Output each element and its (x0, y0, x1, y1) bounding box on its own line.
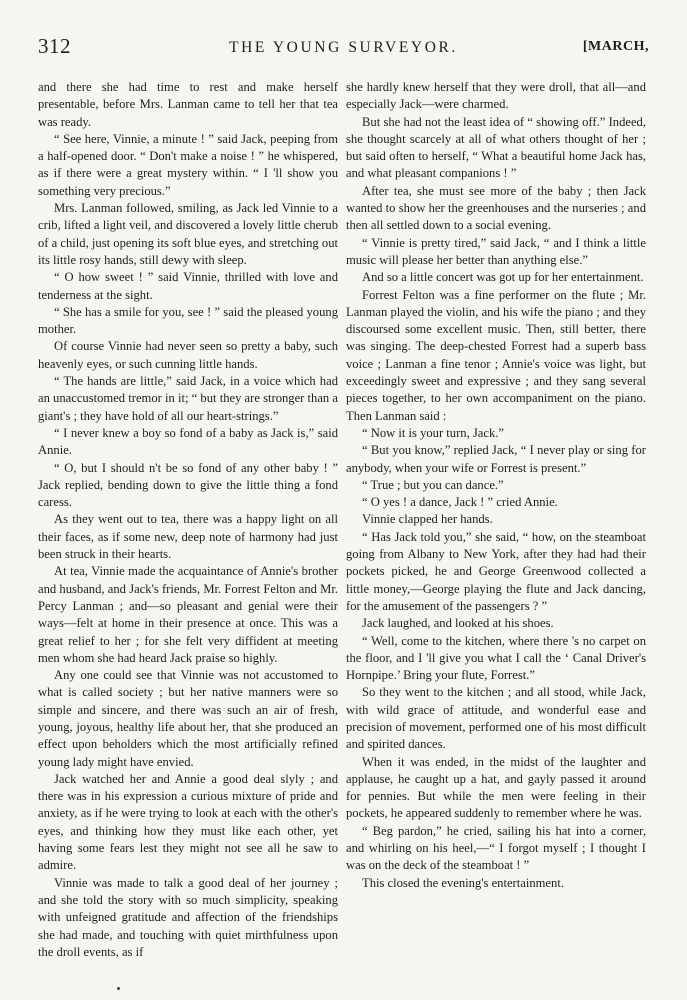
paragraph: “ Has Jack told you,” she said, “ how, on the steamboat going from Albany to New York, after they had had their pockets picked, he and George Greenwood collected a little money,—George playing the flute and Jack dancing, for the amusement of the passengers ? ” (346, 529, 646, 613)
paragraph: At tea, Vinnie made the acquaintance of Annie's brother and husband, and Jack's friends, Mr. Forrest Felton and Mr. Percy Lanman ; and—so pleasant and genial were their ways—felt at home in their presence at once. This was a great relief to her ; for she felt very diffident at meeting men whom she had heard Jack praise so highly. (38, 564, 338, 665)
paragraph: “ See here, Vinnie, a minute ! ” said Jack, peeping from a half-opened door. “ Don't make a noise ! ” he whispered, as if there were a great mystery within. “ I 'll show you something very precious.” (38, 131, 338, 198)
paragraph: Any one could see that Vinnie was not accustomed to what is called society ; but her native manners were so simple and sincere, and there was such an air of fresh, young, joyous, healthy life about her, that she produced an effect upon beholders which the most artificially refined young lady might have envied. (38, 668, 338, 769)
paragraph: “ True ; but you can dance.” (362, 477, 504, 492)
right-column (346, 79, 646, 892)
paragraph: “ Vinnie is pretty tired,” said Jack, “ and I think a little music will please her better than anything else.” (346, 235, 646, 267)
paragraph: Forrest Felton was a fine performer on the flute ; Mr. Lanman played the violin, and his wife the piano ; and they discoursed some excellent music. Then, still better, there was singing. The deep-chested Forrest had a superb bass voice ; Lanman a fine tenor ; Annie's voice was light, but exceedingly sweet and expressive ; and they sang several pieces together, to her own accompaniment on the piano. Then Lanman said : (346, 287, 646, 423)
issue-month: [MARCH, (582, 39, 649, 54)
paragraph: “ She has a smile for you, see ! ” said the pleased young mother. (38, 304, 338, 337)
page-number: 312 (38, 34, 71, 58)
paragraph: and there she had time to rest and make herself presentable, before Mrs. Lanman came to tell her that tea was ready. (38, 80, 338, 129)
paragraph: “ O, but I should n't be so fond of any other baby ! ” Jack replied, bending down to give the little thing a fond caress. (38, 460, 338, 510)
paragraph: Jack laughed, and looked at his shoes. (362, 616, 554, 631)
paragraph: After tea, she must see more of the baby ; then Jack wanted to show her the greenhouses and the nurseries ; and then all settled down to a social evening. (346, 183, 646, 233)
paragraph: Jack watched her and Annie a good deal slyly ; and there was in his expression a curious mixture of pride and anxiety, as if he were trying to look at each with the other's eyes, and thinking how they must like each other, yet having some fears lest they might not see all he saw to admire. (38, 771, 338, 873)
paragraph: Vinnie was made to talk a good deal of her journey ; and she told the story with so much simplicity, speaking with unfeigned gratitude and affection of the friendships she had made, and touching with quiet mirthfulness upon the droll events, as if (38, 875, 338, 959)
paragraph: “ But you know,” replied Jack, “ I never play or sing for anybody, when your wife or Forrest is present.” (346, 443, 646, 475)
paragraph: “ Beg pardon,” he cried, sailing his hat into a corner, and whirling on his heel,—“ I forgot myself ; I thought I was on the deck of the steamboat ! ” (346, 823, 646, 873)
left-column (38, 79, 338, 961)
paragraph: So they went to the kitchen ; and all stood, while Jack, with wild grace of attitude, and wonderful ease and precision of movement, performed one of his most difficult and spirited dances. (346, 685, 646, 752)
paragraph: And so a little concert was got up for her entertainment. (362, 270, 644, 285)
paragraph: This closed the evening's entertainment. (362, 875, 564, 890)
running-header (38, 34, 649, 58)
paragraph: Of course Vinnie had never seen so pretty a baby, such heavenly eyes, or such cunning little hands. (38, 339, 338, 371)
paragraph: “ Now it is your turn, Jack.” (362, 425, 504, 440)
paragraph: “ I never knew a boy so fond of a baby as Jack is,” said Annie. (38, 425, 338, 458)
paragraph: she hardly knew herself that they were droll, that all—and especially Jack—were charmed. (346, 80, 646, 112)
paragraph: Vinnie clapped her hands. (362, 512, 493, 527)
ink-speck (117, 987, 120, 990)
paragraph: Mrs. Lanman followed, smiling, as Jack led Vinnie to a crib, lifted a light veil, and discovered a lovely little cherub of a child, just opening its soft blue eyes, and stretching out its little rosy hands, still dewy with sleep. (38, 201, 338, 267)
paragraph: When it was ended, in the midst of the laughter and applause, he caught up a hat, and gayly passed it around for pennies. But while the men were feeling in their pockets, he appeared suddenly to remember where he was. (346, 754, 646, 821)
paragraph: As they went out to tea, there was a happy light on all their faces, as if some new, deep note of harmony had just been struck in their hearts. (38, 512, 338, 562)
paragraph: “ O yes ! a dance, Jack ! ” cried Annie. (362, 495, 558, 510)
paragraph: “ The hands are little,” said Jack, in a voice which had an unaccustomed tremor in it; “ but they are stronger than a giant's ; they have hold of all our heart-strings.” (38, 374, 338, 423)
paragraph: “ O how sweet ! ” said Vinnie, thrilled with love and tenderness at the sight. (38, 270, 338, 302)
paragraph: But she had not the least idea of “ showing off.” Indeed, she thought scarcely at all of what others thought of her ; but said often to herself, “ What a beautiful home Jack has, and what pleasant companions ! ” (346, 114, 646, 181)
paragraph: “ Well, come to the kitchen, where there 's no carpet on the floor, and I 'll give you what I call the ‘ Canal Driver's Hornpipe.’ Bring your flute, Forrest.” (346, 633, 646, 683)
running-title: THE YOUNG SURVEYOR. (229, 39, 458, 56)
